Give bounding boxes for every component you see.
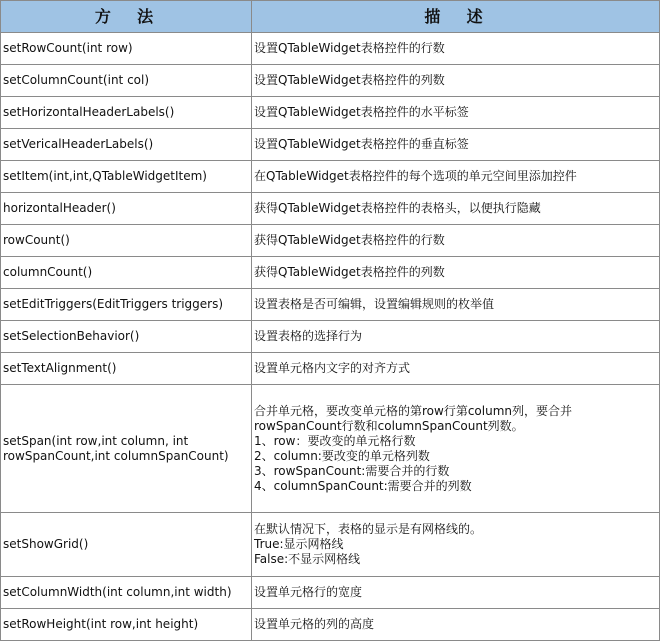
description-cell [252, 65, 660, 97]
description-text: 设置QTableWidget表格控件的垂直标签 [254, 137, 469, 151]
description-text: 在QTableWidget表格控件的每个选项的单元空间里添加控件 [254, 169, 577, 183]
description-text: 设置表格是否可编辑，设置编辑规则的枚举值 [254, 297, 495, 311]
method-cell [1, 321, 252, 353]
method-cell [1, 353, 252, 385]
table-row [1, 353, 660, 385]
table-row [1, 257, 660, 289]
method-text: setItem(int,int,QTableWidgetItem) [3, 169, 207, 183]
description-text: 获得QTableWidget表格控件的列数 [254, 265, 445, 279]
method-cell [1, 513, 252, 577]
method-cell [1, 577, 252, 609]
table-row [1, 577, 660, 609]
method-text: setShowGrid() [3, 537, 89, 551]
method-cell [1, 225, 252, 257]
description-cell [252, 577, 660, 609]
table-row [1, 65, 660, 97]
table-row [1, 97, 660, 129]
method-text: setRowCount(int row) [3, 41, 133, 55]
method-cell [1, 129, 252, 161]
table-body [1, 33, 660, 641]
description-text: rowSpanCount行数和columnSpanCount列数。 [254, 418, 524, 433]
description-cell [252, 321, 660, 353]
method-text: setEditTriggers(EditTriggers triggers) [3, 297, 224, 311]
description-column-header: 描 述 [252, 1, 660, 33]
method-cell [1, 257, 252, 289]
description-text: 设置QTableWidget表格控件的行数 [254, 41, 445, 55]
description-text: 在默认情况下，表格的显示是有网格线的。 [254, 522, 483, 536]
method-text: columnCount() [3, 265, 93, 279]
description-text: 设置单元格的列的高度 [254, 617, 375, 631]
description-cell [252, 385, 660, 513]
description-cell [252, 225, 660, 257]
method-text: setColumnWidth(int column,int width) [3, 585, 232, 599]
method-text: setSelectionBehavior() [3, 329, 140, 343]
method-cell [1, 97, 252, 129]
method-text: setSpan(int row,int column, int [3, 433, 189, 448]
method-cell [1, 33, 252, 65]
method-cell [1, 161, 252, 193]
description-cell [252, 609, 660, 641]
table-row [1, 129, 660, 161]
table-row [1, 33, 660, 65]
method-cell [1, 609, 252, 641]
table-row [1, 513, 660, 577]
description-cell [252, 193, 660, 225]
description-text: False:不显示网格线 [254, 552, 361, 566]
table-row [1, 193, 660, 225]
method-text: setHorizontalHeaderLabels() [3, 105, 175, 119]
method-text: rowSpanCount,int columnSpanCount) [3, 448, 229, 463]
description-text: 获得QTableWidget表格控件的行数 [254, 233, 445, 247]
method-text: horizontalHeader() [3, 201, 116, 215]
description-text: 获得QTableWidget表格控件的表格头，以便执行隐藏 [254, 201, 541, 215]
description-cell [252, 97, 660, 129]
table-row [1, 161, 660, 193]
description-text: 1、row：要改变的单元格行数 [254, 433, 416, 448]
table-row [1, 321, 660, 353]
description-cell [252, 513, 660, 577]
description-text: 设置QTableWidget表格控件的水平标签 [254, 105, 469, 119]
method-cell [1, 289, 252, 321]
method-cell [1, 65, 252, 97]
description-text: 设置单元格行的宽度 [254, 585, 363, 599]
description-text: 设置QTableWidget表格控件的列数 [254, 73, 445, 87]
description-cell [252, 353, 660, 385]
description-text: True:显示网格线 [254, 537, 344, 551]
method-text: setRowHeight(int row,int height) [3, 617, 199, 631]
description-cell [252, 129, 660, 161]
description-cell [252, 289, 660, 321]
table-row [1, 609, 660, 641]
method-cell [1, 385, 252, 513]
description-text: 3、rowSpanCount:需要合并的行数 [254, 463, 450, 478]
description-cell [252, 161, 660, 193]
table-header-row [1, 1, 660, 33]
description-cell [252, 257, 660, 289]
description-text: 2、column:要改变的单元格列数 [254, 448, 430, 463]
description-cell [252, 33, 660, 65]
description-text: 4、columnSpanCount:需要合并的列数 [254, 478, 472, 493]
table-row [1, 385, 660, 513]
method-text: setColumnCount(int col) [3, 73, 150, 87]
description-text: 合并单元格，要改变单元格的第row行第column列，要合并 [254, 403, 573, 418]
method-text: rowCount() [3, 233, 70, 247]
method-text: setVericalHeaderLabels() [3, 137, 154, 151]
method-text: setTextAlignment() [3, 361, 117, 375]
method-column-header: 方 法 [1, 1, 252, 33]
method-cell [1, 193, 252, 225]
table-row [1, 289, 660, 321]
description-text: 设置单元格内文字的对齐方式 [254, 361, 411, 375]
table-row [1, 225, 660, 257]
description-text: 设置表格的选择行为 [254, 329, 363, 343]
